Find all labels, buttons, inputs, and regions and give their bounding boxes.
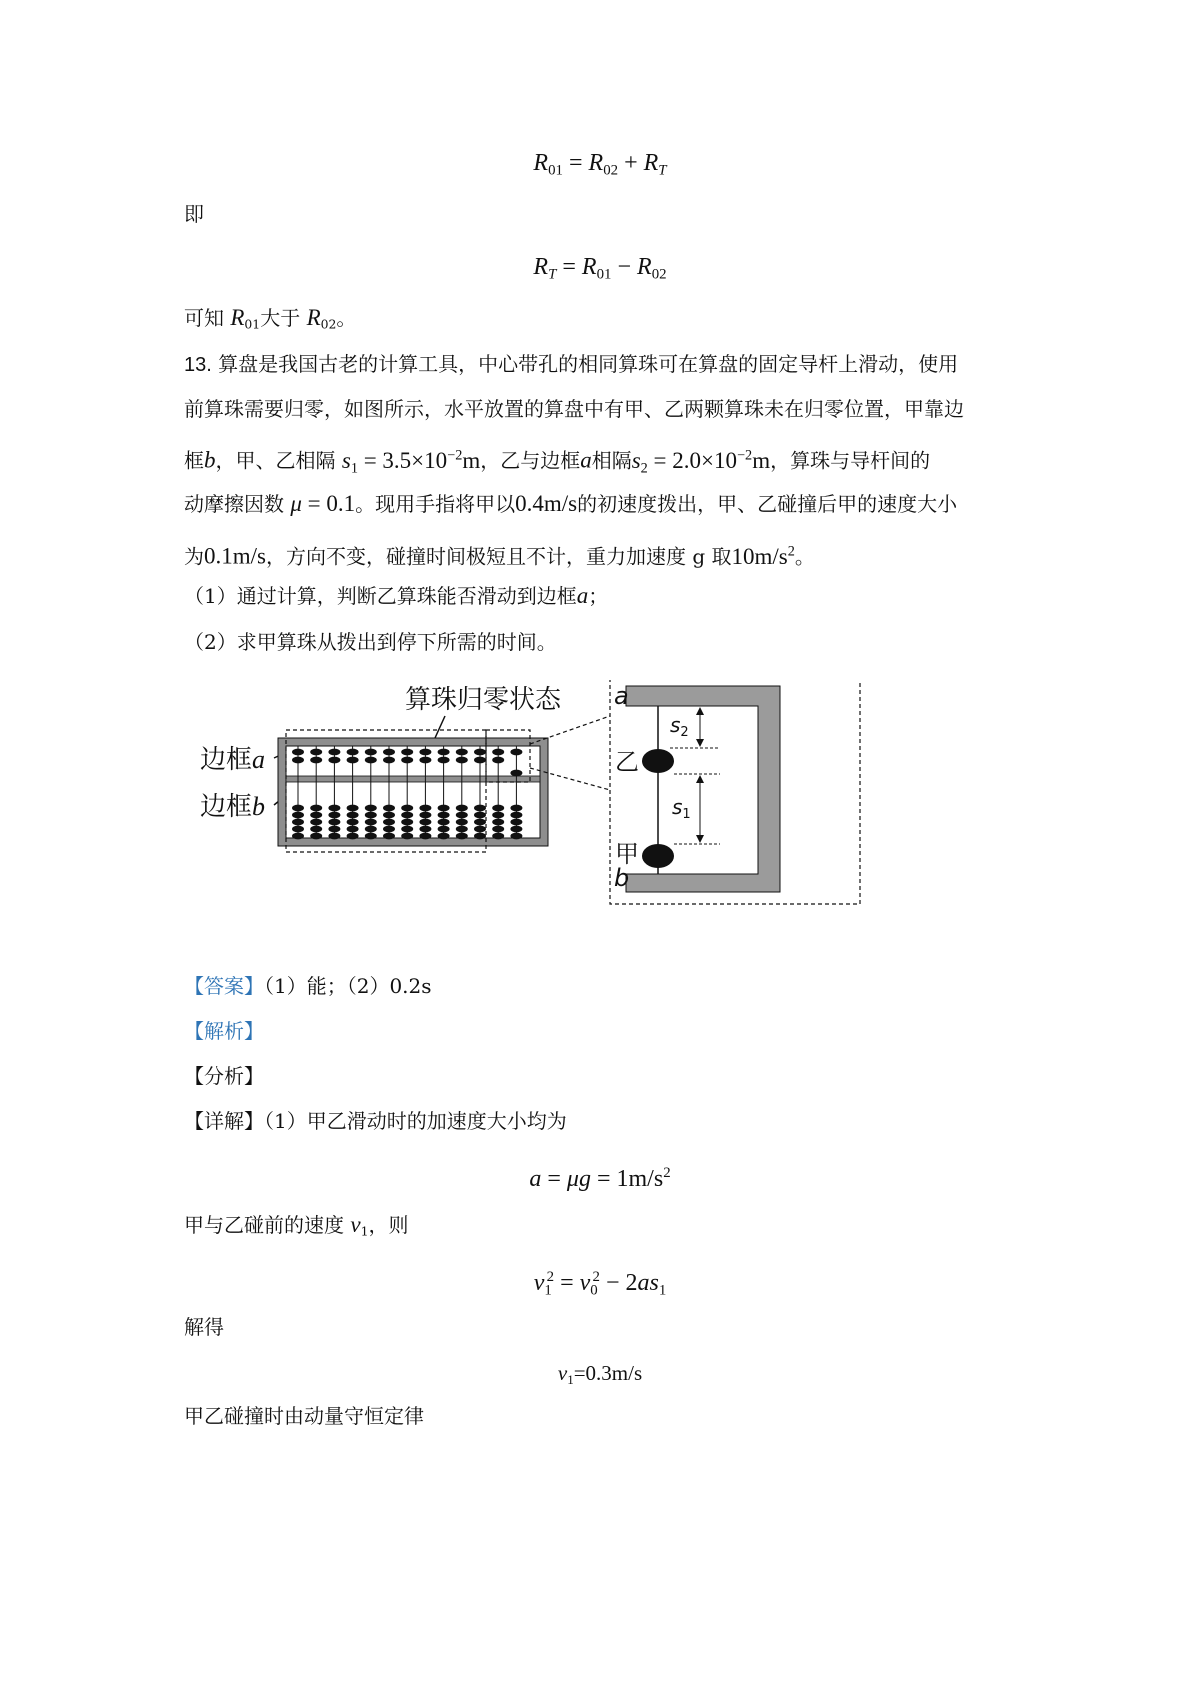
s2-unit: m bbox=[752, 447, 771, 473]
lower-bead bbox=[383, 812, 395, 819]
q-line3-b: ，甲、乙相隔 bbox=[215, 448, 336, 473]
question-line-2: 前算珠需要归零，如图所示，水平放置的算盘中有甲、乙两颗算珠未在归零位置，甲靠边 bbox=[184, 397, 964, 421]
answer-line bbox=[184, 972, 432, 1000]
upper-bead bbox=[438, 749, 450, 756]
q-line3-e: ，算珠与导杆间的 bbox=[770, 448, 931, 473]
label-jia: 甲 bbox=[615, 840, 639, 868]
lower-bead bbox=[310, 819, 322, 826]
lower-bead bbox=[310, 812, 322, 819]
q-line3-c: ，乙与边框 bbox=[480, 448, 581, 473]
upper-bead bbox=[456, 749, 468, 756]
s1-arrow-down bbox=[696, 835, 704, 843]
bead-yi bbox=[642, 749, 674, 773]
lower-bead bbox=[492, 805, 504, 812]
lower-bead bbox=[292, 826, 304, 833]
lower-bead bbox=[492, 826, 504, 833]
fenxi-tag: 【分析】 bbox=[184, 1064, 264, 1088]
s2-label: $s_2$ bbox=[670, 713, 689, 740]
v1-intro-text: 甲与乙碰前的速度 bbox=[184, 1213, 344, 1237]
s2-arrow-up bbox=[696, 707, 704, 715]
q-line4-b: 。现用手指将甲以 bbox=[355, 492, 516, 516]
q-letter-a: a bbox=[580, 447, 592, 473]
lower-bead bbox=[419, 826, 431, 833]
upper-bead bbox=[474, 749, 486, 756]
upper-bead bbox=[347, 757, 359, 764]
equation-r01: $R_{01} = R_{02} + R_T$ bbox=[533, 150, 667, 179]
detail-line bbox=[184, 1107, 567, 1135]
lower-bead bbox=[474, 819, 486, 826]
question-line-4: 动摩擦因数 μ = 0.1。现用手指将甲以0.4m/s的初速度拨出，甲、乙碰撞后甲的速度大小 bbox=[184, 491, 958, 516]
lower-bead bbox=[383, 826, 395, 833]
lower-bead bbox=[510, 812, 522, 819]
conclusion-prefix: 可知 bbox=[184, 306, 224, 330]
detail-text: （1）甲乙滑动时的加速度大小均为 bbox=[264, 1109, 567, 1133]
upper-bead bbox=[365, 757, 377, 764]
upper-bead bbox=[310, 749, 322, 756]
upper-bead bbox=[292, 757, 304, 764]
lower-bead bbox=[474, 826, 486, 833]
analysis-tag: 【解析】 bbox=[184, 1019, 264, 1043]
upper-bead bbox=[438, 757, 450, 764]
lower-bead bbox=[365, 826, 377, 833]
lower-bead bbox=[292, 812, 304, 819]
conclusion-r2-subscript: 02 bbox=[320, 316, 337, 332]
lower-bead bbox=[328, 812, 340, 819]
lower-bead bbox=[401, 826, 413, 833]
q-letter-b: b bbox=[204, 447, 216, 473]
eq3-rhs: 1m/s bbox=[616, 1165, 664, 1192]
upper-bead bbox=[292, 749, 304, 756]
part1-text: （1）通过计算，判断乙算珠能否滑动到边框 bbox=[184, 584, 577, 608]
lower-bead bbox=[347, 819, 359, 826]
lower-bead bbox=[347, 833, 359, 840]
question-part-2: （2）求甲算珠从拨出到停下所需的时间。 bbox=[184, 630, 557, 654]
detail-dashed-box bbox=[610, 680, 860, 904]
equation-v1-result: $v_1=0.3m/s$ bbox=[557, 1361, 643, 1387]
q-line4-c: 的初速度拨出，甲、乙碰撞后甲的速度大小 bbox=[577, 492, 958, 516]
upper-bead bbox=[383, 757, 395, 764]
answer-tag: 【答案】 bbox=[184, 974, 264, 998]
upper-bead bbox=[347, 749, 359, 756]
q-line3-d: 相隔 bbox=[591, 448, 632, 473]
q-line5-c: 。 bbox=[794, 544, 815, 569]
upper-bead bbox=[401, 749, 413, 756]
lower-bead bbox=[474, 812, 486, 819]
s2-exponent: −2 bbox=[737, 447, 753, 463]
eq2-rhs2-subscript: 02 bbox=[651, 266, 667, 283]
question-text-1: 算盘是我国古老的计算工具，中心带孔的相同算珠可在算盘的固定导杆上滑动，使用 bbox=[218, 352, 959, 376]
lower-bead bbox=[438, 819, 450, 826]
question-line-5: 为0.1m/s，方向不变，碰撞时间极短且不计，重力加速度 g 取$10m/s^2$。 bbox=[184, 543, 815, 569]
detail-letter-b: b bbox=[614, 864, 630, 892]
q-line5-b: ，方向不变，碰撞时间极短且不计，重力加速度 g 取 bbox=[265, 544, 732, 569]
upper-bead bbox=[492, 757, 504, 764]
lower-bead bbox=[383, 805, 395, 812]
question-line-1 bbox=[184, 350, 958, 379]
lower-bead bbox=[456, 805, 468, 812]
lower-bead bbox=[328, 819, 340, 826]
lower-bead bbox=[401, 805, 413, 812]
lower-bead bbox=[365, 819, 377, 826]
s2-value: 2.0×10 bbox=[672, 447, 738, 473]
abacus-figure bbox=[190, 680, 870, 910]
lower-bead bbox=[510, 826, 522, 833]
lower-bead bbox=[510, 805, 522, 812]
lower-bead bbox=[328, 833, 340, 840]
question-part-1 bbox=[184, 582, 608, 610]
lower-bead bbox=[347, 826, 359, 833]
upper-bead bbox=[328, 749, 340, 756]
lower-bead bbox=[419, 819, 431, 826]
detail-tag: 【详解】 bbox=[184, 1109, 264, 1133]
v1-intro-end: ，则 bbox=[368, 1213, 409, 1237]
conclusion-suffix: 。 bbox=[336, 306, 357, 330]
q-line3-a: 框 bbox=[184, 448, 204, 473]
conclusion-line: 可知 $R_{01}$大于 $R_{02}$。 bbox=[184, 305, 357, 332]
lower-bead bbox=[474, 833, 486, 840]
lower-bead bbox=[419, 812, 431, 819]
q-line5-a: 为 bbox=[184, 544, 204, 569]
upper-bead bbox=[328, 757, 340, 764]
eq2-rhs1-subscript: 01 bbox=[596, 266, 612, 283]
v0-value: 0.4m/s bbox=[515, 491, 578, 516]
lower-bead bbox=[456, 826, 468, 833]
conclusion-r1-subscript: 01 bbox=[244, 316, 261, 332]
upper-bead bbox=[365, 749, 377, 756]
v1-intro-line: 甲与乙碰前的速度 $v_1$，则 bbox=[184, 1212, 409, 1239]
lower-bead bbox=[310, 826, 322, 833]
part1-end: ； bbox=[588, 584, 609, 608]
s1-label: $s_1$ bbox=[672, 795, 691, 822]
bead-jia-small bbox=[510, 770, 522, 777]
v-after-value: 0.1m/s bbox=[204, 543, 266, 569]
lower-bead bbox=[401, 833, 413, 840]
question-number: 13. bbox=[184, 354, 212, 376]
lower-bead bbox=[347, 805, 359, 812]
equation-rt: $R_T = R_{01} - R_{02}$ bbox=[533, 254, 667, 283]
lower-bead bbox=[419, 805, 431, 812]
lower-bead bbox=[510, 819, 522, 826]
part1-letter-a: a bbox=[576, 583, 589, 608]
upper-bead bbox=[456, 757, 468, 764]
lower-bead bbox=[456, 819, 468, 826]
text-jiede: 解得 bbox=[184, 1315, 224, 1339]
lower-bead bbox=[365, 833, 377, 840]
text-last-line: 甲乙碰撞时由动量守恒定律 bbox=[184, 1404, 424, 1428]
upper-bead bbox=[474, 757, 486, 764]
eq1-rhs2-subscript: T bbox=[658, 162, 667, 179]
lower-bead bbox=[292, 819, 304, 826]
s1-value: 3.5×10 bbox=[382, 447, 448, 473]
lower-bead bbox=[328, 826, 340, 833]
lower-bead bbox=[328, 805, 340, 812]
lower-bead bbox=[456, 833, 468, 840]
lower-bead bbox=[383, 819, 395, 826]
figure-caption: 算珠归零状态 bbox=[405, 685, 562, 715]
q-line4-a: 动摩擦因数 bbox=[184, 492, 284, 516]
lower-bead bbox=[310, 833, 322, 840]
caption-leader-line bbox=[435, 716, 445, 738]
s1-unit: m bbox=[462, 447, 481, 473]
s1-exponent: −2 bbox=[447, 447, 463, 463]
equation-acceleration: $a = \mu g = 1m/s^2$ bbox=[529, 1165, 671, 1192]
upper-bead bbox=[419, 757, 431, 764]
lower-bead bbox=[383, 833, 395, 840]
answer-text: （1）能；（2）0.2s bbox=[264, 974, 432, 998]
eq2-lhs-subscript: T bbox=[548, 266, 557, 283]
upper-bead bbox=[383, 749, 395, 756]
lower-bead bbox=[292, 805, 304, 812]
bead-jia bbox=[642, 844, 674, 868]
equation-kinematics: $v_1^2 = v_0^2 - 2as_1$ bbox=[533, 1269, 667, 1299]
eq5-value: =0.3m/s bbox=[573, 1361, 643, 1385]
lower-bead bbox=[292, 833, 304, 840]
s2-arrow-down bbox=[696, 739, 704, 747]
lower-bead bbox=[365, 805, 377, 812]
lower-bead bbox=[438, 805, 450, 812]
lower-bead bbox=[438, 812, 450, 819]
lower-bead bbox=[438, 833, 450, 840]
lower-bead bbox=[438, 826, 450, 833]
eq1-lhs-subscript: 01 bbox=[548, 162, 563, 179]
detail-letter-a: a bbox=[614, 682, 629, 710]
upper-bead bbox=[310, 757, 322, 764]
question-line-3: 框b，甲、乙相隔 $s_1 = 3.5\times 10^{-2}m$，乙与边框a相隔$s_2 = 2.0\times 10^{-2}m$，算珠与导杆间的 bbox=[184, 447, 931, 476]
mu-value: 0.1 bbox=[326, 491, 356, 516]
conclusion-mid: 大于 bbox=[260, 306, 301, 330]
upper-bead bbox=[419, 749, 431, 756]
lower-bead bbox=[492, 812, 504, 819]
bead-yi-small bbox=[510, 749, 522, 756]
lower-bead bbox=[401, 819, 413, 826]
lower-bead bbox=[347, 812, 359, 819]
lower-bead bbox=[401, 812, 413, 819]
lower-bead bbox=[474, 805, 486, 812]
frame-b-label: 边框b bbox=[200, 792, 266, 822]
upper-bead bbox=[492, 749, 504, 756]
lower-bead bbox=[492, 833, 504, 840]
text-ji: 即 bbox=[184, 202, 204, 226]
eq1-rhs1-subscript: 02 bbox=[603, 162, 619, 179]
lower-bead bbox=[510, 833, 522, 840]
lower-bead bbox=[310, 805, 322, 812]
upper-bead bbox=[401, 757, 413, 764]
g-value: 10m/s bbox=[731, 543, 788, 569]
lower-bead bbox=[492, 819, 504, 826]
lower-bead bbox=[419, 833, 431, 840]
s1-arrow-up bbox=[696, 775, 704, 783]
lower-bead bbox=[456, 812, 468, 819]
label-yi: 乙 bbox=[615, 748, 639, 776]
frame-a-label: 边框a bbox=[200, 745, 266, 775]
lower-bead bbox=[365, 812, 377, 819]
